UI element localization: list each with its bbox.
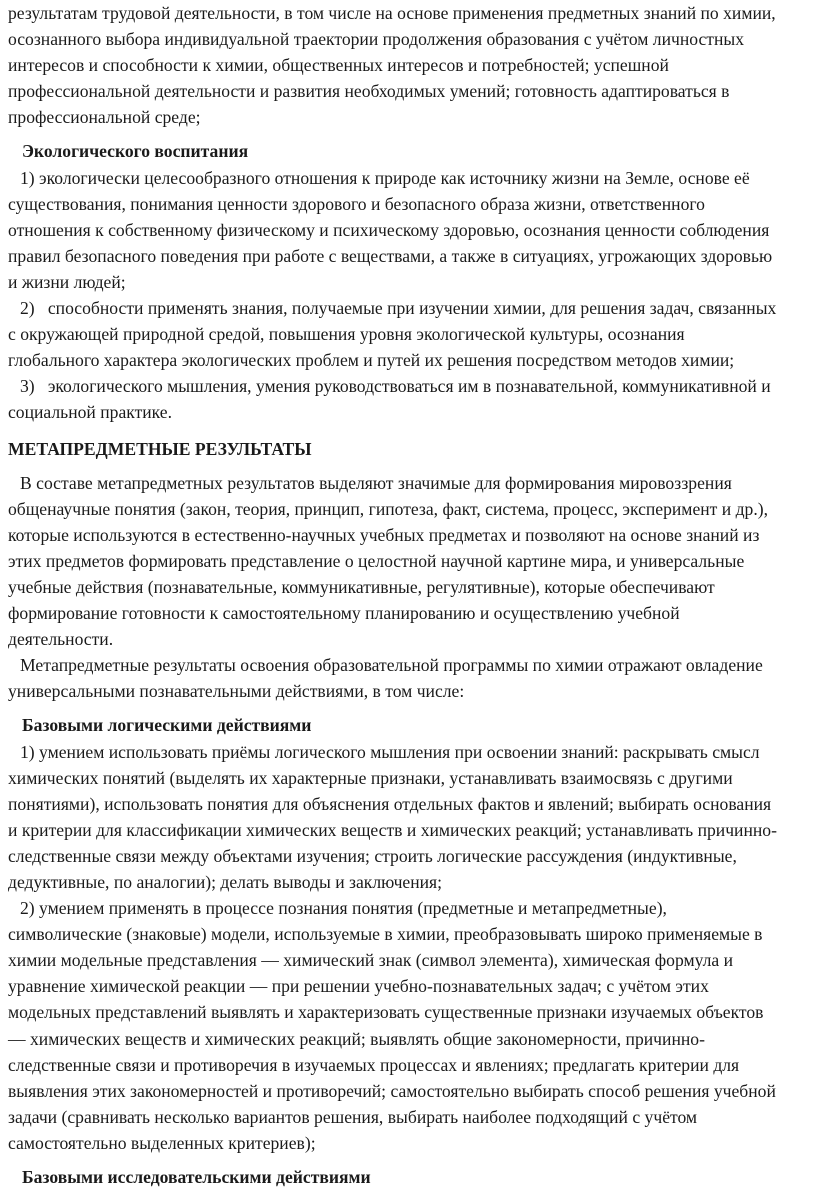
text-line: 1) умением использовать приёмы логического мышления при освоении знаний: раскрывать смысл bbox=[20, 741, 760, 762]
text-line: выявления этих закономерностей и противоречий; самостоятельно выбирать способ решения учебной bbox=[8, 1080, 776, 1101]
text-line: учебные действия (познавательные, коммуникативные, регулятивные), которые обеспечивают bbox=[8, 576, 715, 597]
text-line: этих предметов формировать представление о целостной научной картине мира, и универсальные bbox=[8, 550, 745, 571]
text-line: задачи (сравнивать несколько вариантов решения, выбирать наиболее подходящий с учётом bbox=[8, 1106, 698, 1127]
section-heading-metasubject: МЕТАПРЕДМЕТНЫЕ РЕЗУЛЬТАТЫ bbox=[8, 438, 312, 459]
text-line: профессиональной среде; bbox=[8, 107, 201, 128]
section-heading-research-actions: Базовыми исследовательскими действиями bbox=[22, 1167, 371, 1188]
text-line: существования, понимания ценности здорового и безопасного образа жизни, ответственного bbox=[8, 193, 705, 214]
text-line: формирование готовности к самостоятельному планированию и осуществлению учебной bbox=[8, 603, 680, 624]
text-line: универсальными познавательными действиями, в том числе: bbox=[8, 681, 465, 702]
text-line: понятиями), использовать понятия для объяснения отдельных фактов и явлений; выбирать основания bbox=[8, 793, 772, 814]
text-line: отношения к собственному физическому и психическому здоровью, осознания ценности соблюдения bbox=[8, 219, 770, 240]
text-line: дедуктивные, по аналогии); делать выводы и заключения; bbox=[8, 872, 443, 892]
text-line: уравнение химической реакции — при решении учебно-познавательных задач; с учётом этих bbox=[8, 976, 709, 997]
text-line: осознанного выбора индивидуальной траектории продолжения образования с учётом личностных bbox=[8, 29, 745, 50]
text-line: которые используются в естественно-научных учебных предметах и позволяют на основе знаний из bbox=[8, 524, 760, 545]
text-line: 1) экологически целесообразного отношения к природе как источнику жизни на Земле, основе её bbox=[20, 167, 750, 188]
text-line: профессиональной деятельности и развития необходимых умений; готовность адаптироваться в bbox=[8, 81, 730, 102]
text-line: 3) экологического мышления, умения руководствоваться им в познавательной, коммуникативной и bbox=[20, 376, 771, 397]
text-line: Метапредметные результаты освоения образовательной программы по химии отражают овладение bbox=[20, 655, 763, 676]
section-heading-logical-actions: Базовыми логическими действиями bbox=[22, 715, 312, 736]
section-heading-ecological: Экологического воспитания bbox=[22, 141, 249, 162]
text-line: — химических веществ и химических реакций; выявлять общие закономерности, причинно- bbox=[8, 1028, 705, 1049]
text-line: самостоятельно выделенных критериев); bbox=[8, 1132, 316, 1153]
text-line: общенаучные понятия (закон, теория, принцип, гипотеза, факт, система, процесс, эксперимент и др.), bbox=[8, 498, 768, 519]
text-line: с окружающей природной средой, повышения уровня экологической культуры, осознания bbox=[8, 324, 685, 345]
text-line: модельных представлений выявлять и характеризовать существенные признаки изучаемых объектов bbox=[8, 1002, 764, 1023]
text-line: и жизни людей; bbox=[8, 271, 126, 292]
text-line: В составе метапредметных результатов выделяют значимые для формирования мировоззрения bbox=[20, 472, 732, 493]
text-line: социальной практике. bbox=[8, 402, 172, 423]
text-line: химических понятий (выделять их характерные признаки, устанавливать взаимосвязь с другими bbox=[8, 767, 733, 788]
text-line: химии модельные представления — химический знак (символ элемента), химическая формула и bbox=[8, 950, 734, 971]
text-line: глобального характера экологических проблем и путей их решения посредством методов химии; bbox=[8, 350, 735, 371]
text-line: и критерии для классификации химических веществ и химических реакций; устанавливать причинно- bbox=[8, 819, 777, 840]
text-line: 2) способности применять знания, получаемые при изучении химии, для решения задач, связанных bbox=[20, 298, 777, 319]
text-line: правил безопасного поведения при работе с веществами, а также в ситуациях, угрожающих здоровью bbox=[8, 245, 773, 266]
text-line: 2) умением применять в процессе познания понятия (предметные и метапредметные), bbox=[20, 898, 667, 919]
text-line: следственные связи и противоречия в изучаемых процессах и явлениях; предлагать критерии для bbox=[8, 1054, 740, 1075]
text-line: интересов и способности к химии, общественных интересов и потребностей; успешной bbox=[8, 55, 669, 76]
text-line: результатам трудовой деятельности, в том числе на основе применения предметных знаний по химии, bbox=[8, 3, 776, 23]
text-line: следственные связи между объектами изучения; строить логические рассуждения (индуктивные, bbox=[8, 845, 737, 866]
document-page bbox=[8, 0, 808, 1190]
text-line: символические (знаковые) модели, используемые в химии, преобразовывать широко применяемые в bbox=[8, 924, 763, 945]
text-line: деятельности. bbox=[8, 629, 114, 650]
